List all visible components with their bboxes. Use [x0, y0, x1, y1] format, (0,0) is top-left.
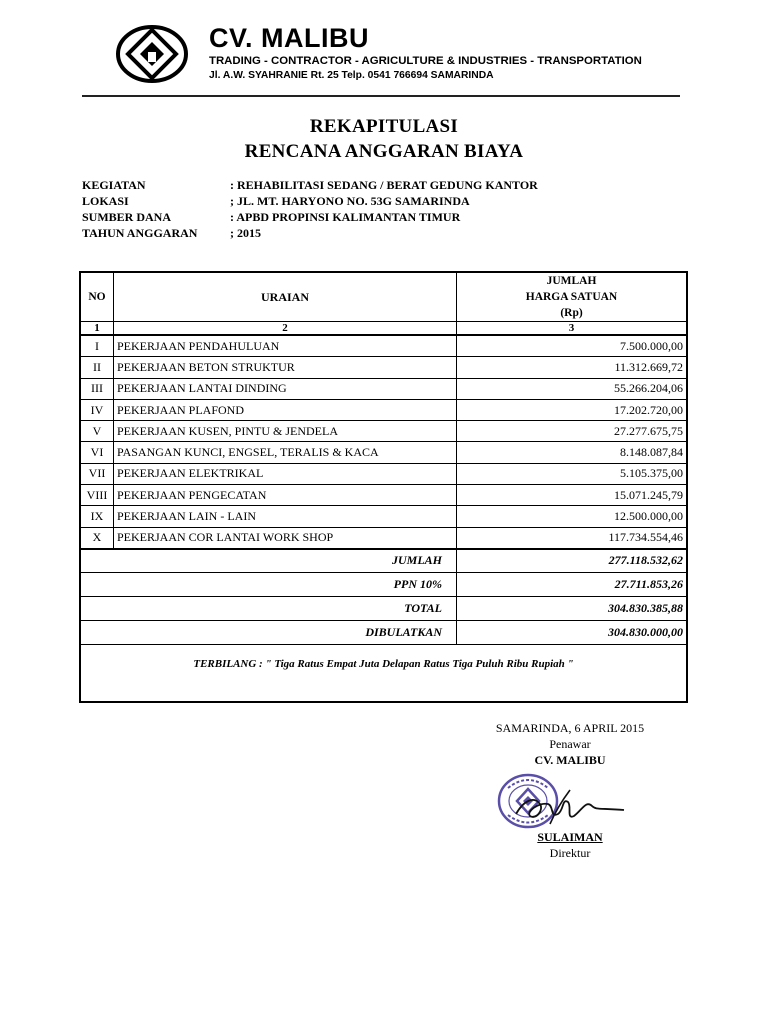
company-name: CV. MALIBU: [209, 23, 370, 53]
item-no: V: [81, 421, 114, 441]
column-number: 3: [568, 322, 575, 334]
header-no: NO: [81, 273, 114, 321]
project-info: [82, 177, 538, 241]
table-row: [81, 464, 686, 485]
info-value: : APBD PROPINSI KALIMANTAN TIMUR: [230, 210, 461, 224]
item-uraian: PEKERJAAN PENGECATAN: [114, 485, 457, 505]
summary-row-jumlah: [81, 549, 686, 573]
item-jumlah: 117.734.554,46: [608, 530, 683, 545]
info-value: ; JL. MT. HARYONO NO. 53G SAMARINDA: [230, 194, 470, 208]
item-uraian: PEKERJAAN LAIN - LAIN: [114, 506, 457, 526]
item-no: IV: [81, 400, 114, 420]
item-no: VII: [81, 464, 114, 484]
table-row: [81, 357, 686, 378]
item-no: VI: [81, 442, 114, 462]
header-jumlah-line-2: HARGA SATUAN: [525, 291, 618, 303]
item-jumlah: 17.202.720,00: [614, 402, 683, 417]
summary-label: DIBULATKAN: [81, 621, 457, 644]
header-jumlah-line-3: (Rp): [560, 307, 583, 319]
terbilang-row: [81, 645, 686, 701]
table-row: [81, 485, 686, 506]
item-uraian: PEKERJAAN LANTAI DINDING: [114, 379, 457, 399]
summary-row-total: [81, 597, 686, 621]
budget-table: [79, 271, 688, 703]
item-jumlah: 8.148.087,84: [620, 445, 683, 460]
item-uraian: PEKERJAAN BETON STRUKTUR: [114, 357, 457, 377]
company-tagline: TRADING - CONTRACTOR - AGRICULTURE & INDUSTRIES - TRANSPORTATION: [209, 55, 642, 67]
summary-row-ppn: [81, 573, 686, 597]
info-row-sumber-dana: [82, 209, 538, 225]
column-number: 1: [81, 322, 114, 334]
document-subtitle: RENCANA ANGGARAN BIAYA: [244, 141, 524, 162]
column-number: 2: [114, 322, 457, 334]
letterhead: [112, 20, 682, 98]
item-jumlah: 5.105.375,00: [620, 466, 683, 481]
item-uraian: PEKERJAAN PLAFOND: [114, 400, 457, 420]
item-uraian: PASANGAN KUNCI, ENGSEL, TERALIS & KACA: [114, 442, 457, 462]
summary-row-dibulatkan: [81, 621, 686, 645]
table-row: [81, 400, 686, 421]
item-jumlah: 27.277.675,75: [614, 423, 683, 438]
item-uraian: PEKERJAAN KUSEN, PINTU & JENDELA: [114, 421, 457, 441]
item-uraian: PEKERJAAN COR LANTAI WORK SHOP: [114, 528, 457, 548]
info-label: KEGIATAN: [82, 178, 146, 192]
item-uraian: PEKERJAAN ELEKTRIKAL: [114, 464, 457, 484]
table-header-row: [81, 273, 686, 322]
info-row-tahun-anggaran: [82, 225, 538, 241]
item-jumlah: 15.071.245,79: [614, 487, 683, 502]
item-no: X: [81, 528, 114, 548]
document-title: REKAPITULASI: [309, 116, 459, 137]
table-row: [81, 336, 686, 357]
summary-label: TOTAL: [81, 597, 457, 620]
company-address: Jl. A.W. SYAHRANIE Rt. 25 Telp. 0541 766694 SAMARINDA: [209, 70, 494, 81]
item-no: IX: [81, 506, 114, 526]
handwritten-signature: [510, 780, 630, 830]
item-no: VIII: [81, 485, 114, 505]
item-uraian: PEKERJAAN PENDAHULUAN: [114, 336, 457, 356]
summary-label: PPN 10%: [81, 573, 457, 596]
item-jumlah: 55.266.204,06: [614, 381, 683, 396]
terbilang-text: TERBILANG : " Tiga Ratus Empat Juta Delapan Ratus Tiga Puluh Ribu Rupiah ": [193, 657, 574, 670]
item-jumlah: 7.500.000,00: [620, 338, 683, 353]
signature-block: [470, 720, 670, 860]
column-number-row: [81, 322, 686, 336]
table-row: [81, 442, 686, 463]
info-value: : REHABILITASI SEDANG / BERAT GEDUNG KANTOR: [230, 178, 538, 192]
signer-name: [470, 830, 670, 845]
company-logo: [116, 24, 188, 84]
header-jumlah-line-1: JUMLAH: [546, 275, 597, 287]
info-row-lokasi: [82, 193, 538, 209]
info-row-kegiatan: [82, 177, 538, 193]
summary-label: JUMLAH: [81, 550, 457, 572]
table-row: [81, 528, 686, 549]
item-jumlah: 11.312.669,72: [614, 359, 683, 374]
info-label: TAHUN ANGGARAN: [82, 226, 198, 240]
summary-value: 304.830.000,00: [608, 624, 683, 639]
info-value: ; 2015: [230, 226, 261, 240]
item-jumlah: 12.500.000,00: [614, 509, 683, 524]
header-uraian: URAIAN: [114, 273, 457, 321]
table-row: [81, 379, 686, 400]
info-label: SUMBER DANA: [82, 210, 172, 224]
item-no: I: [81, 336, 114, 356]
info-label: LOKASI: [82, 194, 129, 208]
signer-name-text: SULAIMAN: [537, 830, 603, 844]
table-row: [81, 506, 686, 527]
place-date: SAMARINDA, 6 APRIL 2015: [495, 721, 645, 735]
header-divider: [82, 95, 680, 97]
item-no: III: [81, 379, 114, 399]
summary-value: 277.118.532,62: [608, 553, 683, 568]
summary-value: 27.711.853,26: [614, 576, 683, 591]
signer-title: Direktur: [549, 846, 591, 860]
header-jumlah: [457, 273, 686, 321]
summary-value: 304.830.385,88: [608, 600, 683, 615]
table-row: [81, 421, 686, 442]
item-no: II: [81, 357, 114, 377]
signer-role: Penawar: [549, 737, 591, 751]
signer-company: CV. MALIBU: [534, 753, 606, 767]
